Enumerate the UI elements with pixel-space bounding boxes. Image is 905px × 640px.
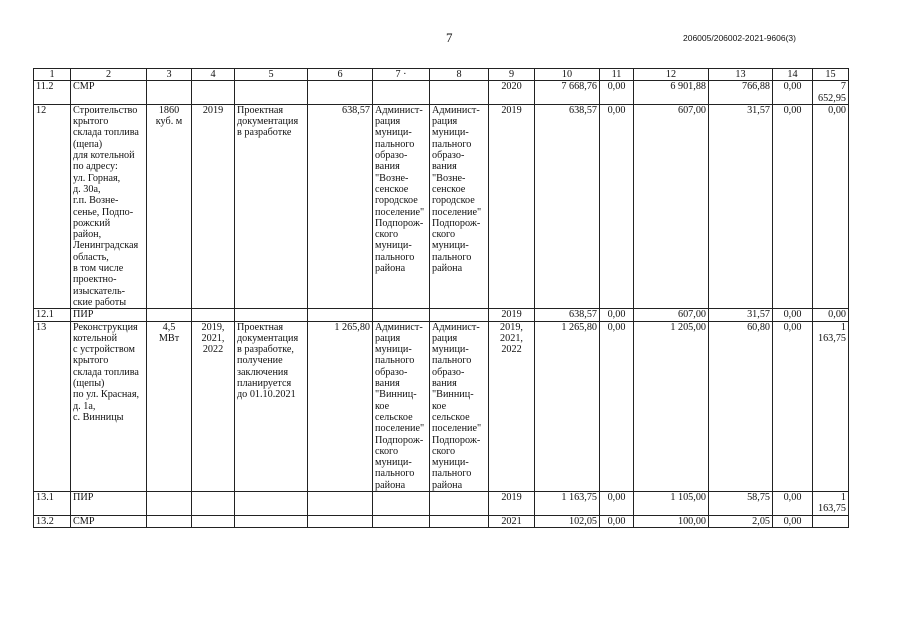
capacity: 1860 куб. м [147,104,192,308]
item-name: Реконструкция котельной с устройством крытого склада топлива (щепы) по ул. Красная, д. 1а, с. Винницы [71,321,147,491]
total: 102,05 [535,515,600,527]
table-row [34,104,849,308]
document-code: 206005/206002-2021-9606(3) [683,33,796,43]
regional-budget: 1 205,00 [634,321,709,491]
item-number: 13 [34,321,71,491]
total: 638,57 [535,104,600,308]
cost [308,81,373,105]
period: 2021 [489,515,535,527]
customer [373,491,430,515]
item-name: СМР [71,81,147,105]
project-status [235,81,308,105]
table-row [34,515,849,527]
customer [373,81,430,105]
owner [430,309,489,321]
customer: Админист- рация муници- пального образо- вания "Возне- сенское городское поселение" Подпорож- ского муници- пального района [373,104,430,308]
amount: 7 652,95 [813,81,849,105]
capacity [147,309,192,321]
item-name: Строительство крытого склада топлива (щепа) для котельной по адресу: ул. Горная, д. 30а, г.п. Возне- сенье, Подпо- рожский район, Ленинградская область, в том числе проектно- изыскатель- ские работы [71,104,147,308]
other-sources: 0,00 [773,491,813,515]
total: 1 265,80 [535,321,600,491]
total: 7 668,76 [535,81,600,105]
cost: 638,57 [308,104,373,308]
table-row [34,321,849,491]
period: 2019 [489,104,535,308]
item-name: СМР [71,515,147,527]
years: 2019, 2021, 2022 [192,321,235,491]
federal-budget: 0,00 [600,309,634,321]
years [192,81,235,105]
other-sources: 0,00 [773,104,813,308]
local-budget: 766,88 [709,81,773,105]
local-budget: 31,57 [709,104,773,308]
other-sources: 0,00 [773,321,813,491]
column-header: 6 [308,69,373,81]
column-header: 2 [71,69,147,81]
owner: Админист- рация муници- пального образо- вания "Винниц- кое сельское поселение" Подпорож- ского муници- пального района [430,321,489,491]
project-status [235,309,308,321]
column-header: 3 [147,69,192,81]
cost [308,491,373,515]
local-budget: 60,80 [709,321,773,491]
column-header: 11 [600,69,634,81]
column-header: 12 [634,69,709,81]
table-row [34,81,849,105]
column-header: 5 [235,69,308,81]
regional-budget: 1 105,00 [634,491,709,515]
item-name: ПИР [71,491,147,515]
period: 2019 [489,491,535,515]
amount: 0,00 [813,309,849,321]
total: 638,57 [535,309,600,321]
local-budget: 2,05 [709,515,773,527]
regional-budget: 607,00 [634,309,709,321]
federal-budget: 0,00 [600,515,634,527]
column-header: 1 [34,69,71,81]
project-status: Проектная документация в разработке [235,104,308,308]
cost [308,309,373,321]
item-number: 12 [34,104,71,308]
project-status: Проектная документация в разработке, получение заключения планируется до 01.10.2021 [235,321,308,491]
period: 2019, 2021, 2022 [489,321,535,491]
project-status [235,515,308,527]
owner [430,515,489,527]
years [192,309,235,321]
capacity [147,491,192,515]
total: 1 163,75 [535,491,600,515]
other-sources: 0,00 [773,515,813,527]
capacity [147,81,192,105]
other-sources: 0,00 [773,81,813,105]
column-header: 9 [489,69,535,81]
column-header: 7 · [373,69,430,81]
regional-budget: 607,00 [634,104,709,308]
other-sources: 0,00 [773,309,813,321]
page-number: 7 [446,30,453,45]
column-number-row [34,69,849,81]
regional-budget: 6 901,88 [634,81,709,105]
federal-budget: 0,00 [600,104,634,308]
cost [308,515,373,527]
column-header: 14 [773,69,813,81]
customer: Админист- рация муници- пального образо- вания "Винниц- кое сельское поселение" Подпорож- ского муници- пального района [373,321,430,491]
column-header: 10 [535,69,600,81]
amount: 0,00 [813,104,849,308]
local-budget: 31,57 [709,309,773,321]
federal-budget: 0,00 [600,491,634,515]
regional-budget: 100,00 [634,515,709,527]
amount: 1 163,75 [813,491,849,515]
years [192,491,235,515]
years: 2019 [192,104,235,308]
table-row [34,491,849,515]
item-number: 11.2 [34,81,71,105]
owner [430,491,489,515]
item-name: ПИР [71,309,147,321]
column-header: 13 [709,69,773,81]
owner: Админист- рация муници- пального образо- вания "Возне- сенское городское поселение" Подпорож- ского муници- пального района [430,104,489,308]
federal-budget: 0,00 [600,81,634,105]
period: 2019 [489,309,535,321]
project-status [235,491,308,515]
cost: 1 265,80 [308,321,373,491]
amount [813,515,849,527]
customer [373,515,430,527]
amount: 1 163,75 [813,321,849,491]
period: 2020 [489,81,535,105]
local-budget: 58,75 [709,491,773,515]
table-row [34,309,849,321]
federal-budget: 0,00 [600,321,634,491]
item-number: 13.1 [34,491,71,515]
column-header: 8 [430,69,489,81]
investment-program-table [33,68,849,528]
item-number: 12.1 [34,309,71,321]
years [192,515,235,527]
column-header: 4 [192,69,235,81]
customer [373,309,430,321]
capacity [147,515,192,527]
owner [430,81,489,105]
item-number: 13.2 [34,515,71,527]
capacity: 4,5 МВт [147,321,192,491]
column-header: 15 [813,69,849,81]
